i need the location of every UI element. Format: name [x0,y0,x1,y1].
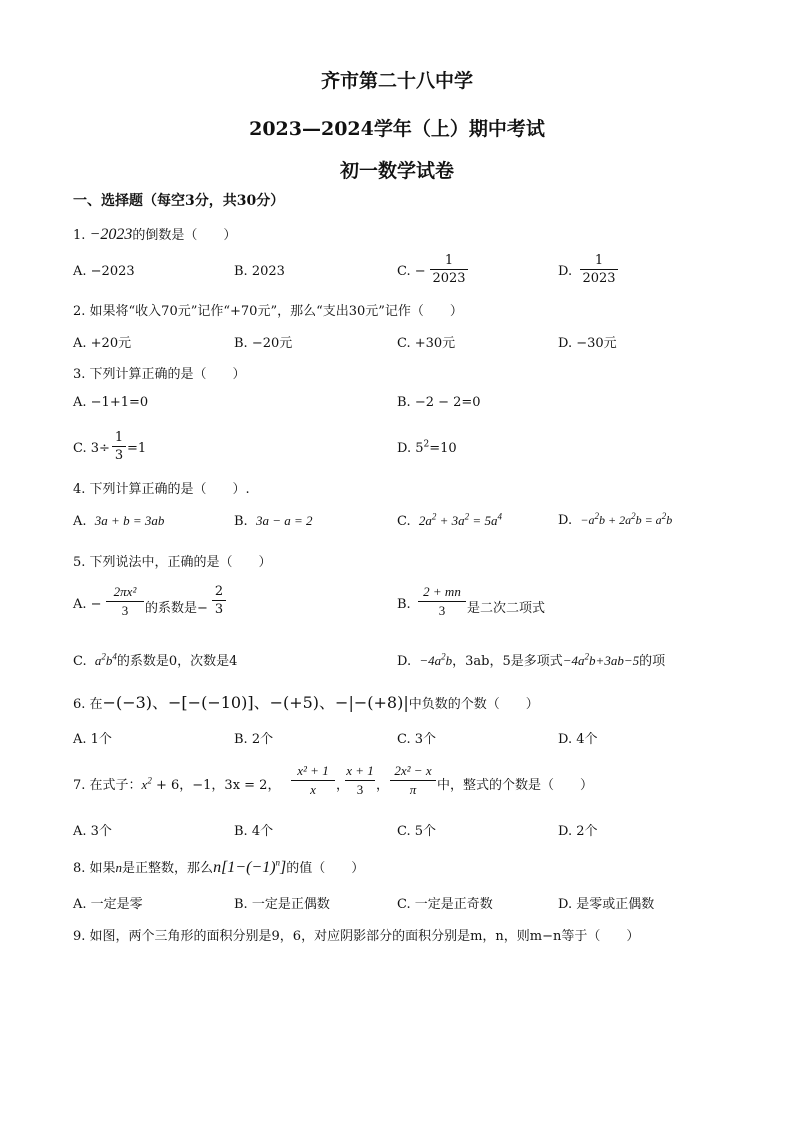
q1-option-d-label: D. [558,264,573,279]
q5-option-b-label: B. [397,597,411,612]
q7-fraction-1: x² + 1 x [291,763,335,798]
q6-option-c: C. 3个 [397,732,437,747]
q5-option-a-fraction2: 2 3 [212,584,226,617]
q5-option-a-label: A. − [73,597,102,612]
q4-option-a: A. 3a + b = 3ab [73,513,165,529]
q7-option-c: C. 5个 [397,824,437,839]
q7-option-d: D. 2个 [558,824,598,839]
q8-option-d: D. 是零或正偶数 [558,897,655,912]
q6-option-a: A. 1个 [73,732,112,747]
q5-option-a-fraction: 2πx² 3 [106,584,144,619]
q5-option-d: D. $-4a^2b$，3ab，5是多项式$-4a^2b+3ab-5$的项 [397,651,666,669]
q5-option-a-mid: 的系数是− [145,601,208,616]
q4-option-c: C. $2a^2 + 3a^2 = 5a^4$ [397,511,502,529]
q3-option-d: D. $5^2=10$ [397,439,457,456]
q2-option-a: A. +20元 [73,336,132,351]
q1-option-d-fraction: 1 2023 [580,253,618,286]
q3-option-b: B. −2 − 2=0 [397,395,481,410]
q7-sep-2: ， [376,778,390,793]
q5-option-c: C. $a^2b^4$的系数是0，次数是4 [73,651,238,669]
q6-option-b: B. 2个 [234,732,274,747]
q7-fraction-2: x + 1 3 [346,763,374,797]
q1-option-c-label: C. − [397,264,426,279]
q5-option-b-fraction: 2 + mn 3 [418,584,466,619]
q2-option-d: D. −30元 [558,336,617,351]
q1-stem: 1. −2023的倒数是（ ） [73,226,237,243]
q8-option-a: A. 一定是零 [73,897,143,912]
q7-option-a: A. 3个 [73,824,112,839]
q5-option-b-tail: 是二次二项式 [467,601,546,616]
q6-stem: 6. 在−(−3)、−[−(−10)]、−(+5)、−|−(+8)|中负数的个数（ ） [73,693,539,712]
q6-option-d: D. 4个 [558,732,598,747]
q7-stem-tail: 中，整式的个数是（ ） [437,778,594,793]
q2-option-c: C. +30元 [397,336,456,351]
q7-option-b: B. 4个 [234,824,274,839]
q7-fraction-3: 2x² − x π [390,763,436,798]
q8-option-b: B. 一定是正偶数 [234,897,330,912]
q3-option-c-fraction: 1 3 [112,430,126,463]
q5-stem: 5. 下列说法中，正确的是（ ） [73,555,272,570]
q3-option-c-tail: =1 [127,441,147,456]
q4-option-b: B. 3a − a = 2 [234,513,313,529]
q3-option-a: A. −1+1=0 [73,395,149,410]
q4-stem: 4. 下列计算正确的是（ ）. [73,482,250,497]
q9-stem: 9. 如图，两个三角形的面积分别是9，6，对应阴影部分的面积分别是m，n，则m−n等于（ ） [73,929,640,944]
school-title: 齐市第二十八中学 [320,70,473,92]
q1-option-b: B. 2023 [234,264,285,279]
q7-sep-1: ， [336,778,350,793]
q8-stem: 8. 如果n是正整数，那么$n[1-(-1)^n]$的值（ ） [73,857,365,876]
paper-title: 初一数学试卷 [339,160,454,182]
q4-option-d: D. $-a^2b + 2a^2b = a^2b$ [558,511,673,528]
section-title: 一、选择题（每空3分，共30分） [73,193,285,209]
q7-stem-lead: 7. 在式子：$x^2 + 6$，−1，3x = 2， [73,775,281,793]
q2-stem: 2. 如果将“收入70元”记作“+70元”，那么“支出30元”记作（ ） [73,304,463,319]
q3-option-c-label: C. 3÷ [73,441,110,456]
q3-stem: 3. 下列计算正确的是（ ） [73,367,246,382]
q8-option-c: C. 一定是正奇数 [397,897,493,912]
q2-option-b: B. −20元 [234,336,293,351]
q1-option-c-fraction: 1 2023 [430,253,468,286]
q1-option-a: A. −2023 [73,264,135,279]
exam-title: 2023—2024学年（上）期中考试 [249,118,545,140]
